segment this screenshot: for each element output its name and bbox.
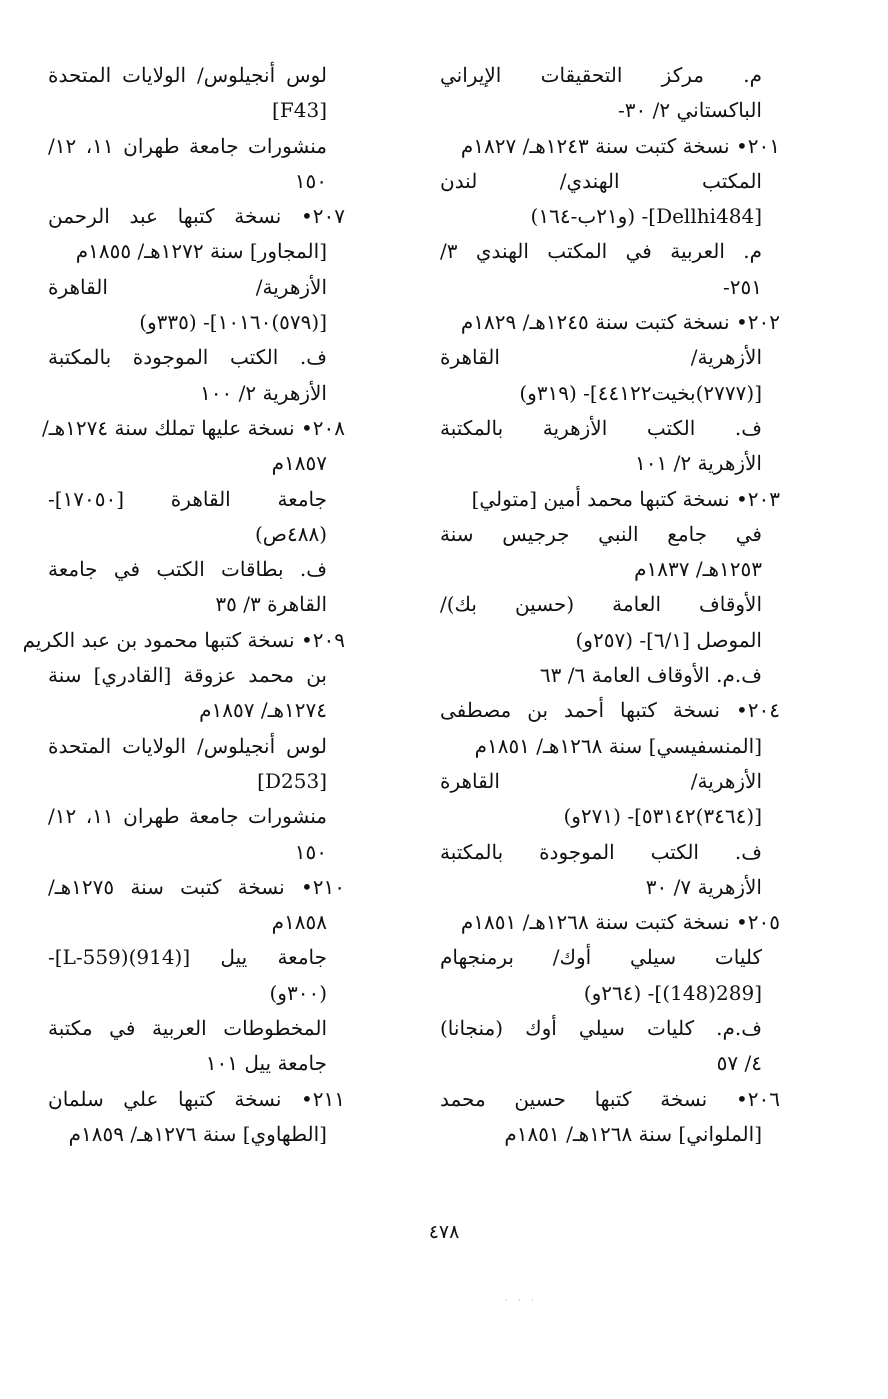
left-column: [22, 58, 345, 1152]
entry-line: الأوقاف العامة (حسين بك)/: [440, 592, 762, 617]
entry-line: [D253]: [257, 768, 327, 793]
entry-line: جامعة ييل ١٠١: [205, 1051, 327, 1076]
entry-line: ف.م. الأوقاف العامة ٦/ ٦٣: [539, 663, 762, 688]
entry-line: [الملواني] سنة ١٢٦٨هـ/ ١٨٥١م: [504, 1121, 762, 1146]
entry-line: القاهرة ٣/ ٣٥: [215, 592, 327, 617]
entry-line: الأزهرية/ القاهرة: [440, 768, 762, 793]
entry-line: [(٢٧٧٧)بخيت٤٤١٢٢]- (٣١٩و): [519, 380, 762, 405]
entry-line: ٤/ ٥٧: [716, 1051, 762, 1076]
entry-line: بن محمد عزوقة [القادري] سنة: [48, 663, 327, 688]
entry-line: [Dellhi484]- (و٢١ب-١٦٤): [530, 204, 762, 229]
entry-line: ف. الكتب الموجودة بالمكتبة: [48, 345, 327, 370]
entry-line: الباكستاني ٢/ ٣٠-: [618, 98, 762, 123]
entry-line: لوس أنجيلوس/ الولايات المتحدة: [48, 733, 327, 758]
entry-line: الأزهرية/ القاهرة: [440, 345, 762, 370]
entry-line: جامعة ييل [L-559)(914)]-: [48, 945, 327, 970]
entry-line: الأزهرية ٢/ ١٠٠: [200, 380, 327, 405]
entry-heading-line: ٢٠٥• نسخة كتبت سنة ١٢٦٨هـ/ ١٨٥١م: [460, 910, 780, 935]
entry-line: الأزهرية ٧/ ٣٠: [645, 874, 762, 899]
page-number: ٤٧٨: [428, 1221, 460, 1243]
entry-line: [الطهاوي] سنة ١٢٧٦هـ/ ١٨٥٩م: [68, 1121, 327, 1146]
entry-line: الأزهرية/ القاهرة: [48, 274, 327, 299]
entry-heading-line: ٢٠١• نسخة كتبت سنة ١٢٤٣هـ/ ١٨٢٧م: [460, 133, 780, 158]
entry-line: [F43]: [272, 98, 327, 123]
entry-line: ٢٥١-: [723, 274, 762, 299]
entry-line: م. مركز التحقيقات الإيراني: [440, 63, 762, 87]
entry-line: ١٢٥٣هـ/ ١٨٣٧م: [634, 557, 762, 582]
entry-line: المكتب الهندي/ لندن: [440, 168, 762, 193]
entry-line: ف. الكتب الموجودة بالمكتبة: [440, 839, 762, 864]
entry-heading-line: ٢٠٩• نسخة كتبها محمود بن عبد الكريم: [22, 627, 345, 652]
entry-line: المخطوطات العربية في مكتبة: [48, 1016, 327, 1041]
entry-line: [289(148)]- (٢٦٤و): [583, 980, 762, 1005]
entry-heading-line: ٢٠٧• نسخة كتبها عبد الرحمن: [48, 204, 345, 229]
entry-line: [(٥٧٩)١٠١٦٠]- (٣٣٥و): [139, 310, 327, 335]
entry-line: ف.م. كليات سيلي أوك (منجانا): [440, 1016, 762, 1041]
entry-line: (٤٨٨ص): [254, 521, 327, 546]
entry-line: [المجاور] سنة ١٢٧٢هـ/ ١٨٥٥م: [75, 239, 327, 264]
entry-line: [(٣٤٦٤)٥٣١٤٢]- (٢٧١و): [563, 804, 762, 829]
entry-heading-line: ٢١١• نسخة كتبها علي سلمان: [48, 1086, 345, 1111]
entry-heading-line: ٢٠٤• نسخة كتبها أحمد بن مصطفى: [440, 698, 780, 723]
entry-heading-line: ٢٠٢• نسخة كتبت سنة ١٢٤٥هـ/ ١٨٢٩م: [460, 310, 780, 335]
entry-line: ١٨٥٧م: [271, 451, 327, 476]
entry-heading-line: ٢٠٦• نسخة كتبها حسين محمد: [440, 1086, 780, 1111]
entry-line: الموصل [٦/١]- (٢٥٧و): [575, 627, 762, 652]
entry-heading-line: ٢٠٣• نسخة كتبها محمد أمين [متولي]: [471, 486, 780, 511]
entry-line: الأزهرية ٢/ ١٠١: [635, 451, 762, 476]
entry-line: منشورات جامعة طهران ١١، ١٢/: [48, 804, 328, 829]
entry-line: [المنسفيسي] سنة ١٢٦٨هـ/ ١٨٥١م: [474, 733, 762, 758]
entry-line: ١٢٧٤هـ/ ١٨٥٧م: [199, 698, 327, 723]
entry-line: كليات سيلي أوك/ برمنجهام: [440, 945, 762, 970]
entry-heading-line: ٢١٠• نسخة كتبت سنة ١٢٧٥هـ/: [48, 874, 345, 899]
scan-specks: · · ·: [505, 1296, 538, 1305]
entry-line: م. العربية في المكتب الهندي ٣/: [440, 239, 762, 264]
entry-line: ف. الكتب الأزهرية بالمكتبة: [440, 415, 762, 440]
entry-line: جامعة القاهرة [١٧٠٥٠]-: [48, 486, 327, 511]
entry-line: ١٨٥٨م: [271, 910, 327, 935]
entry-line: ١٥٠: [294, 839, 327, 864]
entry-line: في جامع النبي جرجيس سنة: [440, 521, 762, 546]
entry-heading-line: ٢٠٨• نسخة عليها تملك سنة ١٢٧٤هـ/: [41, 415, 345, 440]
entry-line: ف. بطاقات الكتب في جامعة: [48, 557, 327, 582]
entry-line: منشورات جامعة طهران ١١، ١٢/: [48, 133, 328, 158]
entry-line: (٣٠٠و): [269, 980, 327, 1005]
entry-line: ١٥٠: [294, 168, 327, 193]
entry-line: لوس أنجيلوس/ الولايات المتحدة: [48, 63, 327, 87]
right-column: [440, 58, 780, 1152]
